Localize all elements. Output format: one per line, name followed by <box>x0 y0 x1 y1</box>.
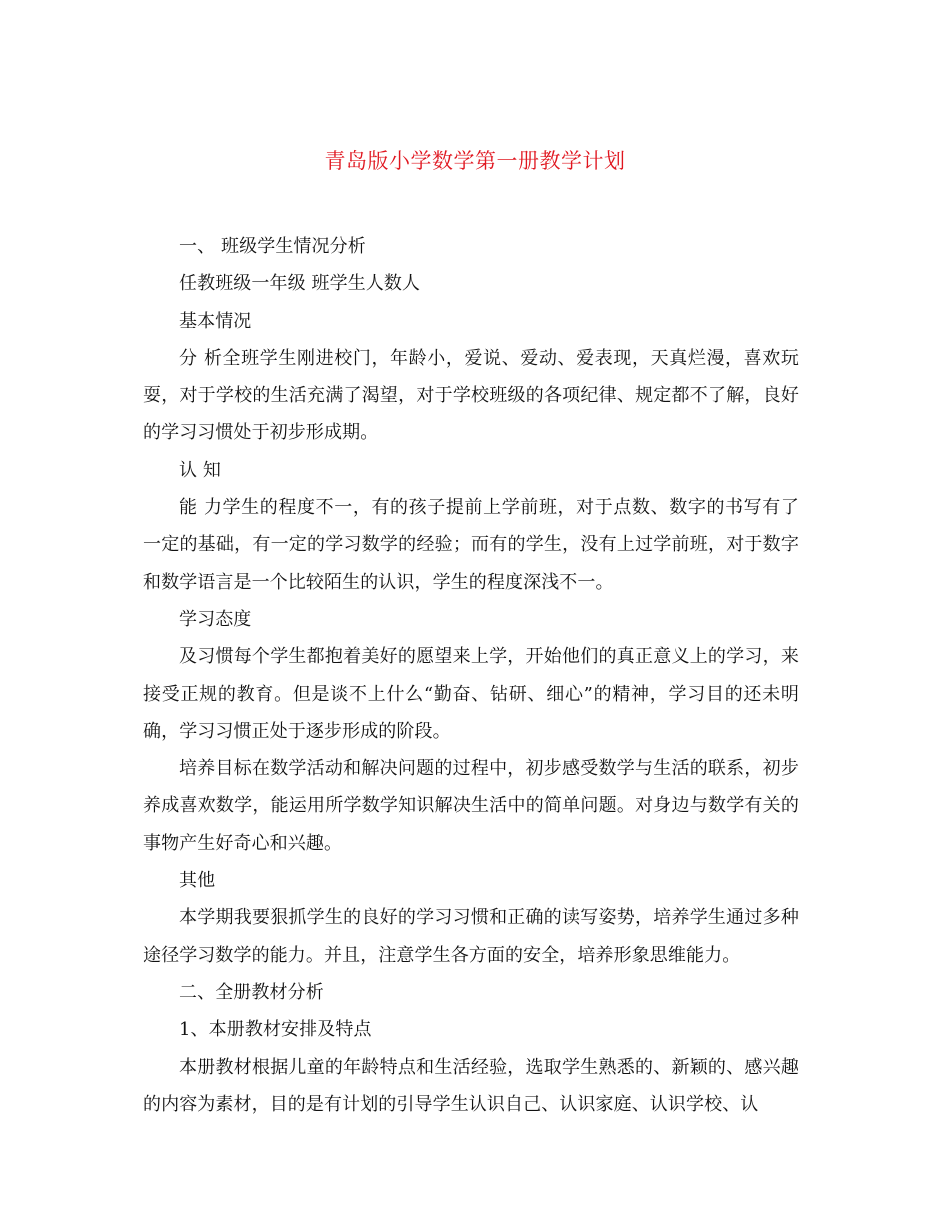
paragraph-learning-attitude: 及习惯每个学生都抱着美好的愿望来上学，开始他们的真正意义上的学习，来接受正规的教育。但是谈不上什么“勤奋、钻研、细心”的精神，学习目的还未明确，学习习惯正处于逐步形成的阶段。 <box>143 646 799 742</box>
section-heading-class-analysis: 一、 班级学生情况分析 <box>179 236 366 257</box>
paragraph-basic-situation: 分 析全班学生刚进校门，年龄小，爱说、爱动、爱表现，天真烂漫，喜欢玩耍，对于学校的生活充满了渴望，对于学校班级的各项纪律、规定都不了解，良好的学习习惯处于初步形成期。 <box>143 347 799 444</box>
subheading-cognition: 认 知 <box>179 459 222 481</box>
paragraph-class-info: 任教班级一年级 班学生人数人 <box>179 273 421 295</box>
paragraph-training-goals: 培养目标在数学活动和解决问题的过程中，初步感受数学与生活的联系，初步养成喜欢数学，能运用所学数学知识解决生活中的简单问题。对身边与数学有关的事物产生好奇心和兴趣。 <box>143 758 799 854</box>
paragraph-textbook-arrangement: 本册教材根据儿童的年龄特点和生活经验，选取学生熟悉的、新颖的、感兴趣的内容为素材，目的是有计划的引导学生认识自己、认识家庭、认识学校、认 <box>143 1056 799 1115</box>
subheading-basic-situation: 基本情况 <box>179 310 252 332</box>
section-heading-textbook-analysis: 二、全册教材分析 <box>179 981 324 1003</box>
document-title: 青岛版小学数学第一册教学计划 <box>324 149 626 173</box>
subheading-textbook-arrangement: 1、本册教材安排及特点 <box>179 1019 372 1041</box>
document-body <box>143 228 799 1123</box>
paragraph-cognition: 能 力学生的程度不一，有的孩子提前上学前班，对于点数、数字的书写有了一定的基础，有一定的学习数学的经验；而有的学生，没有上过学前班，对于数字和数学语言是一个比较陌生的认识，学生的程度深浅不一。 <box>143 497 799 593</box>
subheading-other: 其他 <box>179 870 216 892</box>
paragraph-other: 本学期我要狠抓学生的良好的学习习惯和正确的读写姿势，培养学生通过多种途径学习数学的能力。并且，注意学生各方面的安全，培养形象思维能力。 <box>143 907 799 966</box>
subheading-learning-attitude: 学习态度 <box>179 608 252 630</box>
